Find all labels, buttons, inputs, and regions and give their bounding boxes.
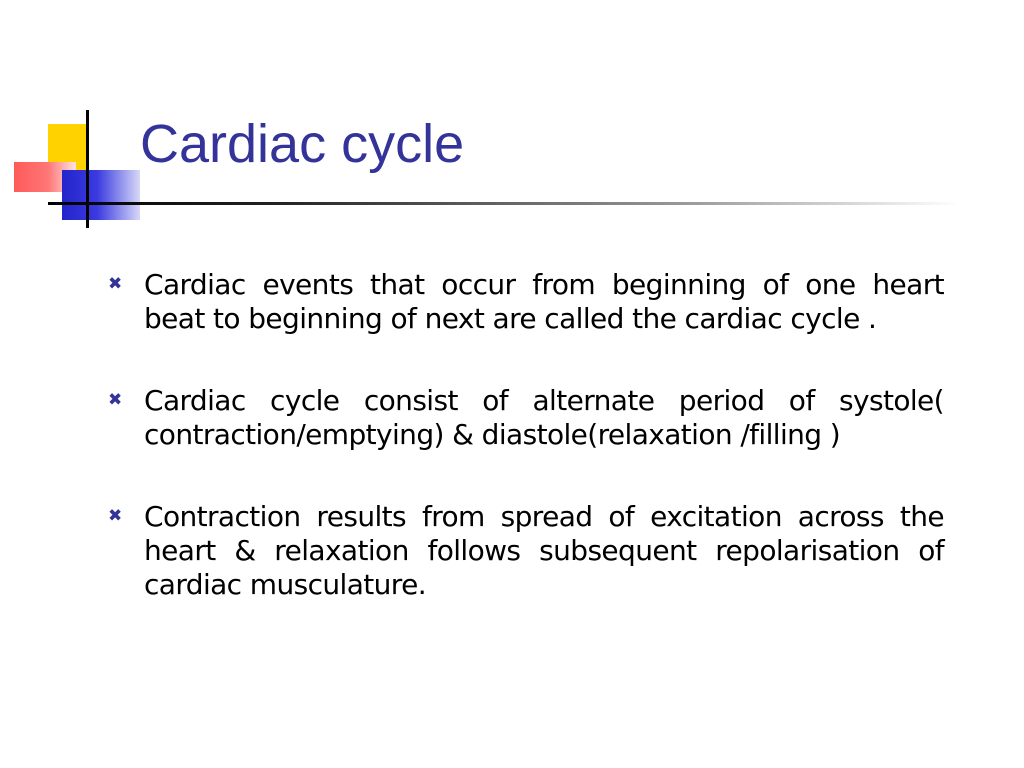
bullet-text: Cardiac cycle consist of alternate period of systole( contraction/emptying) & diastole(relaxation /filling ) (144, 384, 944, 451)
title-decoration (0, 100, 150, 230)
x-mark-icon: ✖ (108, 506, 123, 526)
decoration-blue-square (62, 170, 140, 220)
bullet-text: Cardiac events that occur from beginning of one heart beat to beginning of next are called the cardiac cycle . (144, 268, 944, 335)
x-mark-icon: ✖ (108, 390, 123, 410)
bullet-item (108, 384, 944, 452)
slide-title: Cardiac cycle (140, 114, 465, 174)
bullet-list (108, 268, 944, 650)
bullet-item (108, 268, 944, 336)
x-mark-icon: ✖ (108, 274, 123, 294)
bullet-item (108, 500, 944, 602)
title-underline (48, 202, 960, 205)
bullet-text: Contraction results from spread of excitation across the heart & relaxation follows subsequent repolarisation of cardiac musculature. (144, 500, 944, 601)
decoration-vertical-line (86, 110, 89, 228)
